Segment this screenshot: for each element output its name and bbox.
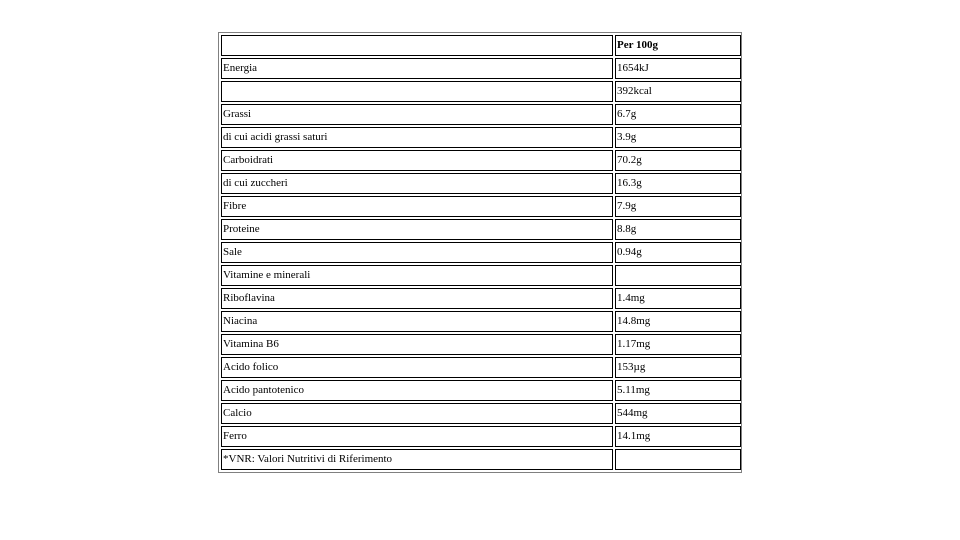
- nutrient-name: Niacina: [221, 311, 613, 332]
- table-row: [221, 242, 741, 263]
- nutrient-name: Acido folico: [221, 357, 613, 378]
- nutrient-name: Vitamina B6: [221, 334, 613, 355]
- table-row: [221, 288, 741, 309]
- table-row: [221, 104, 741, 125]
- nutrient-value: 70.2g: [615, 150, 741, 171]
- table-row: [221, 150, 741, 171]
- nutrition-table-body: [221, 35, 741, 470]
- nutrient-name: di cui acidi grassi saturi: [221, 127, 613, 148]
- nutrient-name: Riboflavina: [221, 288, 613, 309]
- nutrition-table-container: [218, 32, 742, 473]
- table-row: [221, 81, 741, 102]
- nutrient-value: 1654kJ: [615, 58, 741, 79]
- nutrient-value: 6.7g: [615, 104, 741, 125]
- nutrient-value: 5.11mg: [615, 380, 741, 401]
- table-row: [221, 265, 741, 286]
- nutrient-value: 1.4mg: [615, 288, 741, 309]
- table-row: [221, 311, 741, 332]
- nutrient-value: 7.9g: [615, 196, 741, 217]
- nutrient-value: 3.9g: [615, 127, 741, 148]
- nutrient-value: [615, 265, 741, 286]
- table-row: [221, 58, 741, 79]
- footnote-value-cell: [615, 449, 741, 470]
- nutrient-name: Ferro: [221, 426, 613, 447]
- table-row: [221, 380, 741, 401]
- table-row: [221, 426, 741, 447]
- table-row: [221, 403, 741, 424]
- nutrient-value: 16.3g: [615, 173, 741, 194]
- table-row: [221, 219, 741, 240]
- nutrient-name: Calcio: [221, 403, 613, 424]
- table-row: [221, 173, 741, 194]
- nutrient-value: 544mg: [615, 403, 741, 424]
- table-row: [221, 196, 741, 217]
- nutrient-name: [221, 81, 613, 102]
- table-row: [221, 357, 741, 378]
- nutrient-name: Proteine: [221, 219, 613, 240]
- table-row: [221, 449, 741, 470]
- table-header-row: [221, 35, 741, 56]
- nutrient-name: Energia: [221, 58, 613, 79]
- nutrient-name: di cui zuccheri: [221, 173, 613, 194]
- nutrient-name: Sale: [221, 242, 613, 263]
- nutrient-value: 14.1mg: [615, 426, 741, 447]
- nutrient-value: 14.8mg: [615, 311, 741, 332]
- nutrient-name: Carboidrati: [221, 150, 613, 171]
- nutrient-value: 153µg: [615, 357, 741, 378]
- nutrient-name: Vitamine e minerali: [221, 265, 613, 286]
- nutrient-value: 0.94g: [615, 242, 741, 263]
- nutrient-value: 1.17mg: [615, 334, 741, 355]
- nutrient-name: Fibre: [221, 196, 613, 217]
- footnote-cell: *VNR: Valori Nutritivi di Riferimento: [221, 449, 613, 470]
- nutrient-value: 8.8g: [615, 219, 741, 240]
- table-row: [221, 334, 741, 355]
- header-value-cell: Per 100g: [615, 35, 741, 56]
- nutrient-name: Grassi: [221, 104, 613, 125]
- table-row: [221, 127, 741, 148]
- nutrient-name: Acido pantotenico: [221, 380, 613, 401]
- header-name-cell: [221, 35, 613, 56]
- nutrition-table: [219, 33, 743, 472]
- nutrient-value: 392kcal: [615, 81, 741, 102]
